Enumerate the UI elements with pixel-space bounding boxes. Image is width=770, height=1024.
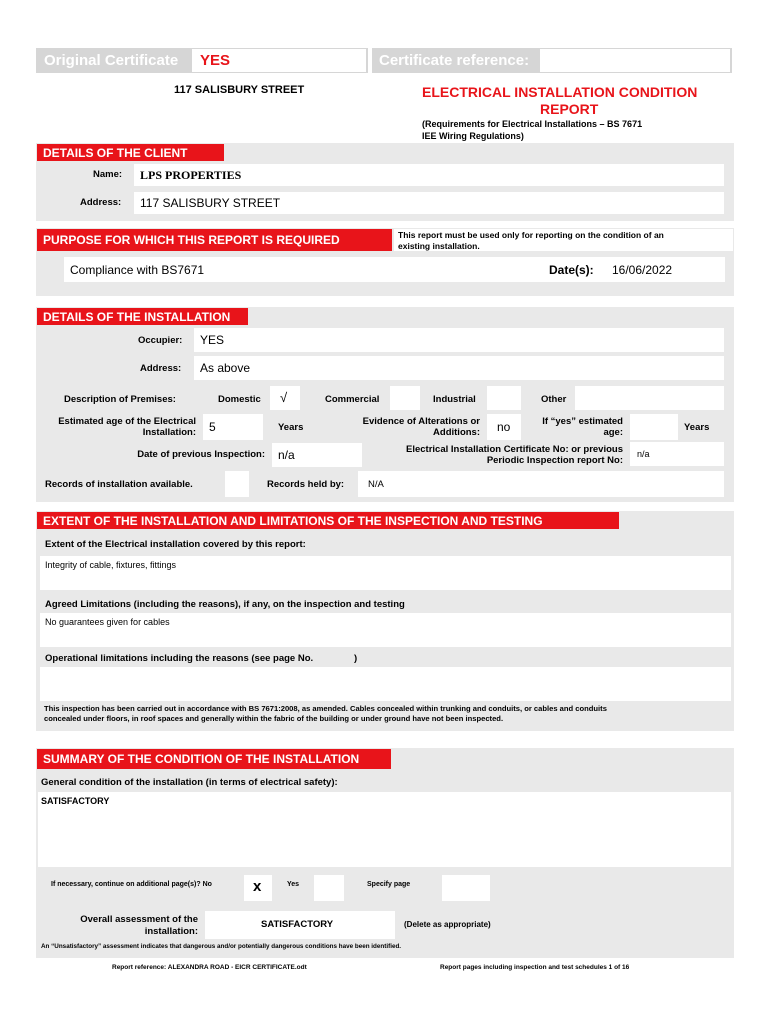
premises-label: Description of Premises: bbox=[64, 394, 176, 405]
client-name-label: Name: bbox=[93, 169, 123, 180]
report-title-line2: REPORT bbox=[540, 101, 599, 117]
other-field[interactable] bbox=[575, 386, 724, 410]
occupier-value: YES bbox=[200, 333, 225, 347]
extent-note-line1: This inspection has been carried out in accordance with BS 7671:2008, as amended. Cables concealed within trunking and conduits, or cables and conduits bbox=[44, 704, 607, 713]
records-label: Records of installation available. bbox=[45, 479, 193, 490]
agreed-limitations-value: No guarantees given for cables bbox=[45, 617, 170, 627]
continue-no-mark: x bbox=[253, 878, 262, 895]
original-certificate-label: Original Certificate bbox=[44, 52, 179, 69]
continue-label: If necessary, continue on additional page(s)? No bbox=[51, 881, 212, 888]
if-yes-label-line1: If “yes” estimated bbox=[542, 416, 623, 427]
delete-label: (Delete as appropriate) bbox=[404, 920, 491, 929]
domestic-label: Domestic bbox=[218, 394, 261, 405]
purpose-heading: PURPOSE FOR WHICH THIS REPORT IS REQUIRED bbox=[37, 229, 392, 251]
prev-inspection-label: Date of previous Inspection: bbox=[137, 449, 265, 460]
dates-label: Date(s): bbox=[549, 263, 594, 277]
cert-no-label-line2: Periodic Inspection report No: bbox=[486, 455, 623, 466]
continue-yes-checkbox[interactable] bbox=[314, 875, 344, 901]
client-address-label: Address: bbox=[80, 197, 122, 208]
extent-covered-value: Integrity of cable, fixtures, fittings bbox=[45, 560, 177, 570]
records-checkbox[interactable] bbox=[225, 471, 249, 497]
alterations-label-line1: Evidence of Alterations or bbox=[362, 416, 480, 427]
report-title-line1: ELECTRICAL INSTALLATION CONDITION bbox=[422, 84, 698, 100]
report-subtitle-line1: (Requirements for Electrical Installations – BS 7671 bbox=[422, 119, 643, 129]
commercial-checkbox[interactable] bbox=[390, 386, 420, 410]
client-heading: DETAILS OF THE CLIENT bbox=[37, 144, 224, 161]
general-condition-value: SATISFACTORY bbox=[41, 796, 110, 806]
overall-label-line1: Overall assessment of the bbox=[80, 914, 198, 925]
age-value: 5 bbox=[209, 420, 216, 434]
footer-pages: Report pages including inspection and test schedules 1 of 16 bbox=[440, 964, 630, 971]
if-yes-age-field[interactable] bbox=[630, 414, 678, 440]
footer-report-reference: Report reference: ALEXANDRA ROAD - EICR CERTIFICATE.odt bbox=[112, 964, 307, 971]
client-address-value: 117 SALISBURY STREET bbox=[140, 196, 281, 210]
general-condition-label: General condition of the installation (in terms of electrical safety): bbox=[41, 777, 338, 788]
purpose-note-line2: existing installation. bbox=[398, 241, 480, 251]
prev-inspection-value: n/a bbox=[278, 448, 295, 462]
client-name-value: LPS PROPERTIES bbox=[140, 168, 242, 182]
installation-address-field[interactable] bbox=[194, 356, 724, 380]
unsatisfactory-note: An “Unsatisfactory” assessment indicates that dangerous and/or potentially dangerous conditions have been identified. bbox=[41, 943, 402, 950]
occupier-label: Occupier: bbox=[138, 335, 183, 346]
specify-page-field[interactable] bbox=[442, 875, 490, 901]
years-label-2: Years bbox=[684, 422, 710, 433]
original-certificate-value: YES bbox=[200, 52, 231, 69]
installation-address-value: As above bbox=[200, 361, 251, 375]
general-condition-field[interactable] bbox=[38, 792, 731, 867]
extent-covered-label: Extent of the Electrical installation covered by this report: bbox=[45, 539, 306, 550]
occupier-field[interactable] bbox=[194, 328, 724, 352]
if-yes-label-line2: age: bbox=[603, 427, 623, 438]
certificate-reference-field[interactable] bbox=[540, 49, 730, 72]
records-held-value: N/A bbox=[368, 479, 384, 490]
purpose-note-line1: This report must be used only for reporting on the condition of an bbox=[398, 230, 664, 240]
industrial-checkbox[interactable] bbox=[487, 386, 521, 410]
report-subtitle-line2: IEE Wiring Regulations) bbox=[422, 131, 524, 141]
extent-note-line2: concealed under floors, in roof spaces and generally within the fabric of the building or under ground have not been inspected. bbox=[44, 714, 504, 723]
installation-address-label: Address: bbox=[140, 363, 182, 374]
alterations-value: no bbox=[497, 420, 511, 434]
header-address: 117 SALISBURY STREET bbox=[174, 84, 305, 96]
purpose-value: Compliance with BS7671 bbox=[70, 263, 205, 277]
alterations-label-line2: Additions: bbox=[433, 427, 480, 438]
cert-no-label-line1: Electrical Installation Certificate No: or previous bbox=[406, 444, 623, 455]
certificate-reference-label: Certificate reference: bbox=[379, 52, 530, 69]
records-held-field[interactable] bbox=[358, 471, 724, 497]
commercial-label: Commercial bbox=[325, 394, 380, 405]
age-label-line2: Installation: bbox=[142, 427, 196, 438]
overall-assessment-value: SATISFACTORY bbox=[261, 919, 334, 930]
operational-limitations-label: Operational limitations including the reasons (see page No. bbox=[45, 653, 314, 664]
domestic-check-mark: √ bbox=[280, 390, 288, 405]
records-held-label: Records held by: bbox=[267, 479, 345, 490]
cert-no-value: n/a bbox=[637, 449, 650, 459]
agreed-limitations-label: Agreed Limitations (including the reasons), if any, on the inspection and testing bbox=[45, 599, 405, 610]
operational-limitations-close: ) bbox=[354, 653, 358, 664]
years-label: Years bbox=[278, 422, 304, 433]
dates-value: 16/06/2022 bbox=[612, 263, 673, 277]
age-label-line1: Estimated age of the Electrical bbox=[58, 416, 196, 427]
summary-heading: SUMMARY OF THE CONDITION OF THE INSTALLATION bbox=[37, 749, 391, 769]
continue-yes-label: Yes bbox=[287, 881, 300, 888]
overall-label-line2: installation: bbox=[144, 926, 198, 937]
other-label: Other bbox=[541, 394, 567, 405]
operational-limitations-field[interactable] bbox=[40, 667, 731, 701]
extent-heading: EXTENT OF THE INSTALLATION AND LIMITATIONS OF THE INSPECTION AND TESTING bbox=[37, 512, 619, 529]
installation-heading: DETAILS OF THE INSTALLATION bbox=[37, 308, 248, 325]
industrial-label: Industrial bbox=[433, 394, 476, 405]
specify-page-label: Specify page bbox=[367, 881, 411, 888]
